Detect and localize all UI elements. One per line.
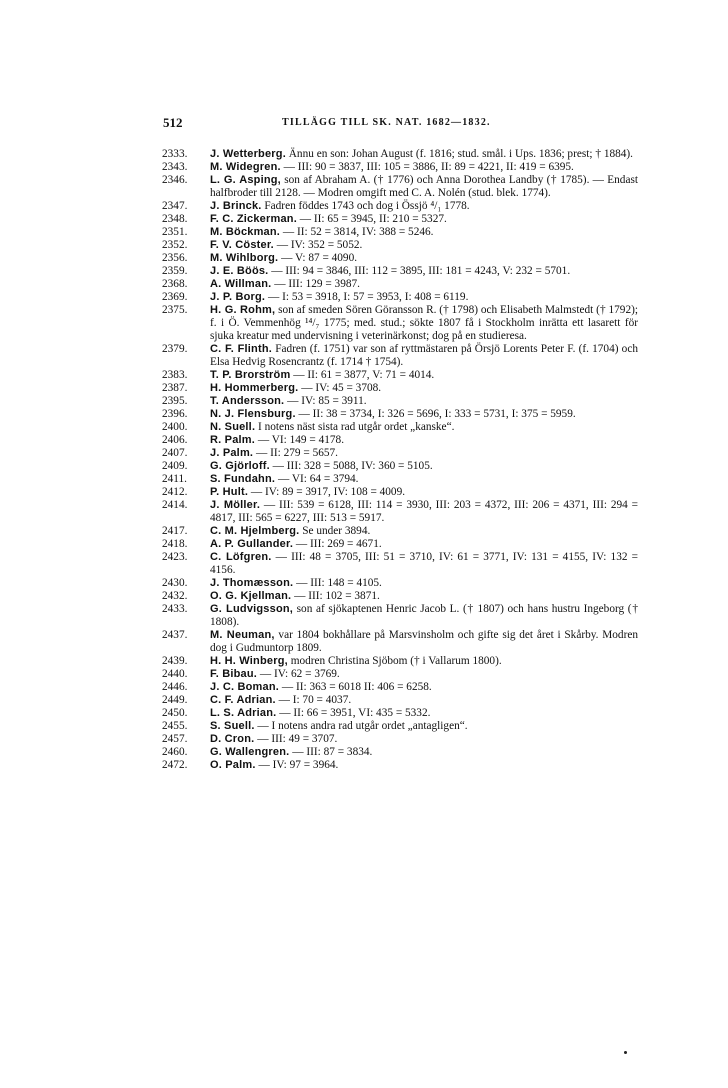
entry-text: — III: 49 = 3707. (254, 733, 338, 745)
entry-text: — IV: 62 = 3769. (257, 668, 340, 680)
entry-body (210, 408, 638, 421)
entry-row (162, 382, 638, 395)
entry-number: 2407. (162, 447, 188, 459)
entry-row (162, 252, 638, 265)
entry-body (210, 486, 638, 499)
entry-text: — II: 66 = 3951, VI: 435 = 5332. (276, 707, 431, 719)
entry-body (210, 265, 638, 278)
entry-number: 2406. (162, 434, 188, 446)
entry-number: 2433. (162, 603, 188, 615)
entry-body (210, 447, 638, 460)
entry-body (210, 577, 638, 590)
entry-name: S. Fundahn. (210, 473, 276, 485)
entry-text: son af Abraham A. († 1776) och Anna Dorothea Landby († 1785). — Endast halfbroder till 2128. — Modren omgift med C. A. Nolén (stud. blek. 1774). (210, 174, 638, 199)
entry-body (210, 499, 638, 525)
entry-text: — III: 90 = 3837, III: 105 = 3886, II: 89 = 4221, II: 419 = 6395. (280, 161, 574, 173)
entry-name: T. Andersson. (210, 395, 285, 407)
entry-name: M. Widegren. (210, 161, 281, 173)
entry-body (210, 395, 638, 408)
entry-text: — V: 87 = 4090. (278, 252, 358, 264)
entry-name: G. Ludvigsson, (210, 603, 294, 615)
entry-number: 2412. (162, 486, 188, 498)
entry-body (210, 603, 638, 629)
entry-text: — IV: 352 = 5052. (273, 239, 363, 251)
entry-number: 2409. (162, 460, 188, 472)
entry-text: son af sjökaptenen Henric Jacob L. († 1807) och hans hustru Ingeborg († 1808). (210, 603, 639, 628)
entry-text: — IV: 85 = 3911. (284, 395, 367, 407)
entry-row (162, 434, 638, 447)
entry-number: 2375. (162, 304, 188, 316)
entry-row (162, 200, 638, 213)
entry-row (162, 759, 638, 772)
entry-body (210, 538, 638, 551)
entry-row (162, 629, 638, 655)
entry-row (162, 499, 638, 525)
entry-row (162, 291, 638, 304)
entry-row (162, 304, 638, 343)
entry-name: J. Palm. (210, 447, 254, 459)
entry-row (162, 681, 638, 694)
entry-name: J. P. Borg. (210, 291, 266, 303)
entry-number: 2348. (162, 213, 188, 225)
entry-text: Ännu en son: Johan August (f. 1816; stud. smål. i Ups. 1836; prest; † 1884). (285, 148, 634, 160)
entry-number: 2411. (162, 473, 187, 485)
entry-name: H. H. Winberg, (210, 655, 288, 667)
entry-number: 2387. (162, 382, 188, 394)
entry-text: Se under 3894. (299, 525, 371, 537)
entry-body (210, 343, 638, 369)
entry-body (210, 252, 638, 265)
entry-number: 2400. (162, 421, 188, 433)
entry-number: 2417. (162, 525, 188, 537)
entry-body (210, 200, 638, 213)
entry-text: — IV: 97 = 3964. (255, 759, 339, 771)
entry-body (210, 759, 638, 772)
entry-number: 2432. (162, 590, 188, 602)
entry-text: — I notens andra rad utgår ordet „antagligen“. (254, 720, 468, 732)
entry-name: J. Möller. (210, 499, 261, 511)
entry-number: 2352. (162, 239, 188, 251)
entry-body (210, 460, 638, 473)
entry-number: 2460. (162, 746, 188, 758)
entry-text: var 1804 bokhållare på Marsvinsholm och gifte sig det året i Skårby. Modren dog i Gudmuntorp 1809. (210, 629, 638, 654)
entry-body (210, 369, 638, 382)
entry-body (210, 525, 638, 538)
entry-text: — VI: 149 = 4178. (255, 434, 345, 446)
entry-body (210, 551, 638, 577)
entry-number: 2446. (162, 681, 188, 693)
entry-row (162, 161, 638, 174)
entry-body (210, 655, 638, 668)
entry-row (162, 551, 638, 577)
entry-text: — I: 53 = 3918, I: 57 = 3953, I: 408 = 6119. (265, 291, 469, 303)
entry-text: — III: 539 = 6128, III: 114 = 3930, III: 203 = 4372, III: 206 = 4371, III: 294 = 4817, III: 565 = 6227, III: 513 = 5917. (210, 499, 638, 524)
entry-text: — III: 129 = 3987. (271, 278, 360, 290)
entry-name: M. Neuman, (210, 629, 275, 641)
entry-row (162, 369, 638, 382)
entry-name: A. P. Gullander. (210, 538, 294, 550)
entry-body (210, 733, 638, 746)
entry-number: 2437. (162, 629, 188, 641)
entry-body (210, 161, 638, 174)
entry-number: 2423. (162, 551, 188, 563)
entry-row (162, 213, 638, 226)
entry-list (162, 148, 638, 772)
entry-name: A. Willman. (210, 278, 272, 290)
entry-body (210, 291, 638, 304)
entry-number: 2383. (162, 369, 188, 381)
entry-name: L. S. Adrian. (210, 707, 277, 719)
entry-row (162, 226, 638, 239)
entry-body (210, 382, 638, 395)
entry-number: 2455. (162, 720, 188, 732)
entry-row (162, 174, 638, 200)
entry-name: C. M. Hjelmberg. (210, 525, 300, 537)
entry-name: G. Wallengren. (210, 746, 290, 758)
entry-text: — II: 52 = 3814, IV: 388 = 5246. (280, 226, 434, 238)
entry-text: Fadren (f. 1751) var son af ryttmästaren på Örsjö Lorents Peter F. (f. 1704) och Elsa Hedvig Rosencrantz (f. 1714 † 1754). (210, 343, 638, 368)
entry-row (162, 486, 638, 499)
entry-name: F. V. Cöster. (210, 239, 274, 251)
entry-name: H. Hommerberg. (210, 382, 299, 394)
entry-row (162, 720, 638, 733)
entry-row (162, 694, 638, 707)
entry-row (162, 525, 638, 538)
entry-number: 2430. (162, 577, 188, 589)
entry-text: Fadren föddes 1743 och dog i Össjö ⁴/₁ 1778. (261, 200, 470, 212)
entry-name: N. Suell. (210, 421, 256, 433)
entry-number: 2333. (162, 148, 188, 160)
entry-number: 2396. (162, 408, 188, 420)
entry-text: modren Christina Sjöbom († i Vallarum 1800). (287, 655, 502, 667)
entry-number: 2439. (162, 655, 188, 667)
entry-text: — II: 61 = 3877, V: 71 = 4014. (290, 369, 435, 381)
entry-name: J. C. Boman. (210, 681, 280, 693)
entry-name: H. G. Rohm, (210, 304, 276, 316)
entry-row (162, 668, 638, 681)
entry-number: 2369. (162, 291, 188, 303)
entry-body (210, 174, 638, 200)
entry-text: — IV: 45 = 3708. (298, 382, 382, 394)
entry-name: P. Hult. (210, 486, 249, 498)
entry-number: 2343. (162, 161, 188, 173)
running-head: TILLÄGG TILL SK. NAT. 1682—1832. (282, 117, 491, 128)
entry-number: 2440. (162, 668, 188, 680)
entry-number: 2457. (162, 733, 188, 745)
entry-row (162, 343, 638, 369)
entry-row (162, 655, 638, 668)
entry-text: son af smeden Sören Göransson R. († 1798) och Elisabeth Malmstedt († 1792); f. i Ö. Vemmenhög ¹⁴/₇ 1775; med. stud.; sökte 1807 få i Stockholm inrätta ett lasarett för sjuka kreatur med undervisning i veterinärkonst; dog på en studieresa. (210, 304, 638, 342)
entry-name: J. Wetterberg. (210, 148, 286, 160)
entry-row (162, 447, 638, 460)
entry-row (162, 148, 638, 161)
entry-text: — II: 38 = 3734, I: 326 = 5696, I: 333 = 5731, I: 375 = 5959. (295, 408, 576, 420)
entry-name: R. Palm. (210, 434, 256, 446)
entry-body (210, 434, 638, 447)
entry-row (162, 395, 638, 408)
entry-name: D. Cron. (210, 733, 255, 745)
entry-name: J. Brinck. (210, 200, 262, 212)
entry-number: 2449. (162, 694, 188, 706)
entry-text: — VI: 64 = 3794. (275, 473, 359, 485)
entry-name: F. Bibau. (210, 668, 258, 680)
entry-body (210, 707, 638, 720)
entry-name: C. F. Adrian. (210, 694, 276, 706)
entry-text: — III: 102 = 3871. (291, 590, 380, 602)
entry-text: I notens näst sista rad utgår ordet „kanske“. (255, 421, 455, 433)
entry-body (210, 746, 638, 759)
entry-row (162, 603, 638, 629)
entry-text: — I: 70 = 4037. (275, 694, 352, 706)
entry-body (210, 226, 638, 239)
entry-number: 2368. (162, 278, 188, 290)
entry-body (210, 148, 638, 161)
entry-row (162, 473, 638, 486)
entry-body (210, 629, 638, 655)
entry-text: — II: 363 = 6018 II: 406 = 6258. (279, 681, 432, 693)
entry-row (162, 577, 638, 590)
entry-number: 2359. (162, 265, 188, 277)
entry-text: — III: 148 = 4105. (293, 577, 382, 589)
entry-name: M. Böckman. (210, 226, 281, 238)
entry-number: 2356. (162, 252, 188, 264)
entry-number: 2395. (162, 395, 188, 407)
entry-row (162, 265, 638, 278)
page-number: 512 (163, 115, 183, 130)
entry-name: N. J. Flensburg. (210, 408, 296, 420)
entry-name: F. C. Zickerman. (210, 213, 297, 225)
entry-name: O. Palm. (210, 759, 256, 771)
entry-number: 2346. (162, 174, 188, 186)
entry-name: O. G. Kjellman. (210, 590, 292, 602)
entry-text: — II: 65 = 3945, II: 210 = 5327. (296, 213, 447, 225)
entry-text: — IV: 89 = 3917, IV: 108 = 4009. (248, 486, 406, 498)
entry-body (210, 720, 638, 733)
entry-number: 2379. (162, 343, 188, 355)
entry-body (210, 278, 638, 291)
entry-body (210, 421, 638, 434)
entry-row (162, 239, 638, 252)
entry-body (210, 239, 638, 252)
entry-row (162, 460, 638, 473)
entry-text: — III: 94 = 3846, III: 112 = 3895, III: 181 = 4243, V: 232 = 5701. (268, 265, 571, 277)
entry-name: T. P. Brorström (210, 369, 291, 381)
entry-number: 2418. (162, 538, 188, 550)
entry-number: 2450. (162, 707, 188, 719)
entry-row (162, 408, 638, 421)
entry-text: — III: 328 = 5088, IV: 360 = 5105. (269, 460, 433, 472)
entry-name: M. Wihlborg. (210, 252, 279, 264)
entry-text: — II: 279 = 5657. (253, 447, 339, 459)
entry-body (210, 590, 638, 603)
entry-number: 2414. (162, 499, 188, 511)
entry-row (162, 421, 638, 434)
entry-row (162, 733, 638, 746)
entry-row (162, 590, 638, 603)
entry-name: L. G. Asping, (210, 174, 281, 186)
entry-number: 2347. (162, 200, 188, 212)
entry-text: — III: 48 = 3705, III: 51 = 3710, IV: 61 = 3771, IV: 131 = 4155, IV: 132 = 4156. (210, 551, 638, 576)
printer-dot-mark (624, 1051, 627, 1054)
entry-name: J. E. Böös. (210, 265, 269, 277)
entry-body (210, 668, 638, 681)
entry-text: — III: 269 = 4671. (293, 538, 382, 550)
entry-number: 2351. (162, 226, 188, 238)
entry-body (210, 694, 638, 707)
entry-body (210, 681, 638, 694)
entry-name: C. F. Flinth. (210, 343, 272, 355)
entry-name: C. Löfgren. (210, 551, 272, 563)
entry-name: J. Thomæsson. (210, 577, 294, 589)
entry-name: S. Suell. (210, 720, 255, 732)
entry-row (162, 278, 638, 291)
entry-row (162, 707, 638, 720)
entry-body (210, 304, 638, 343)
entry-row (162, 746, 638, 759)
entry-body (210, 473, 638, 486)
entry-body (210, 213, 638, 226)
entry-name: G. Gjörloff. (210, 460, 270, 472)
entry-text: — III: 87 = 3834. (289, 746, 373, 758)
entry-number: 2472. (162, 759, 188, 771)
entry-row (162, 538, 638, 551)
